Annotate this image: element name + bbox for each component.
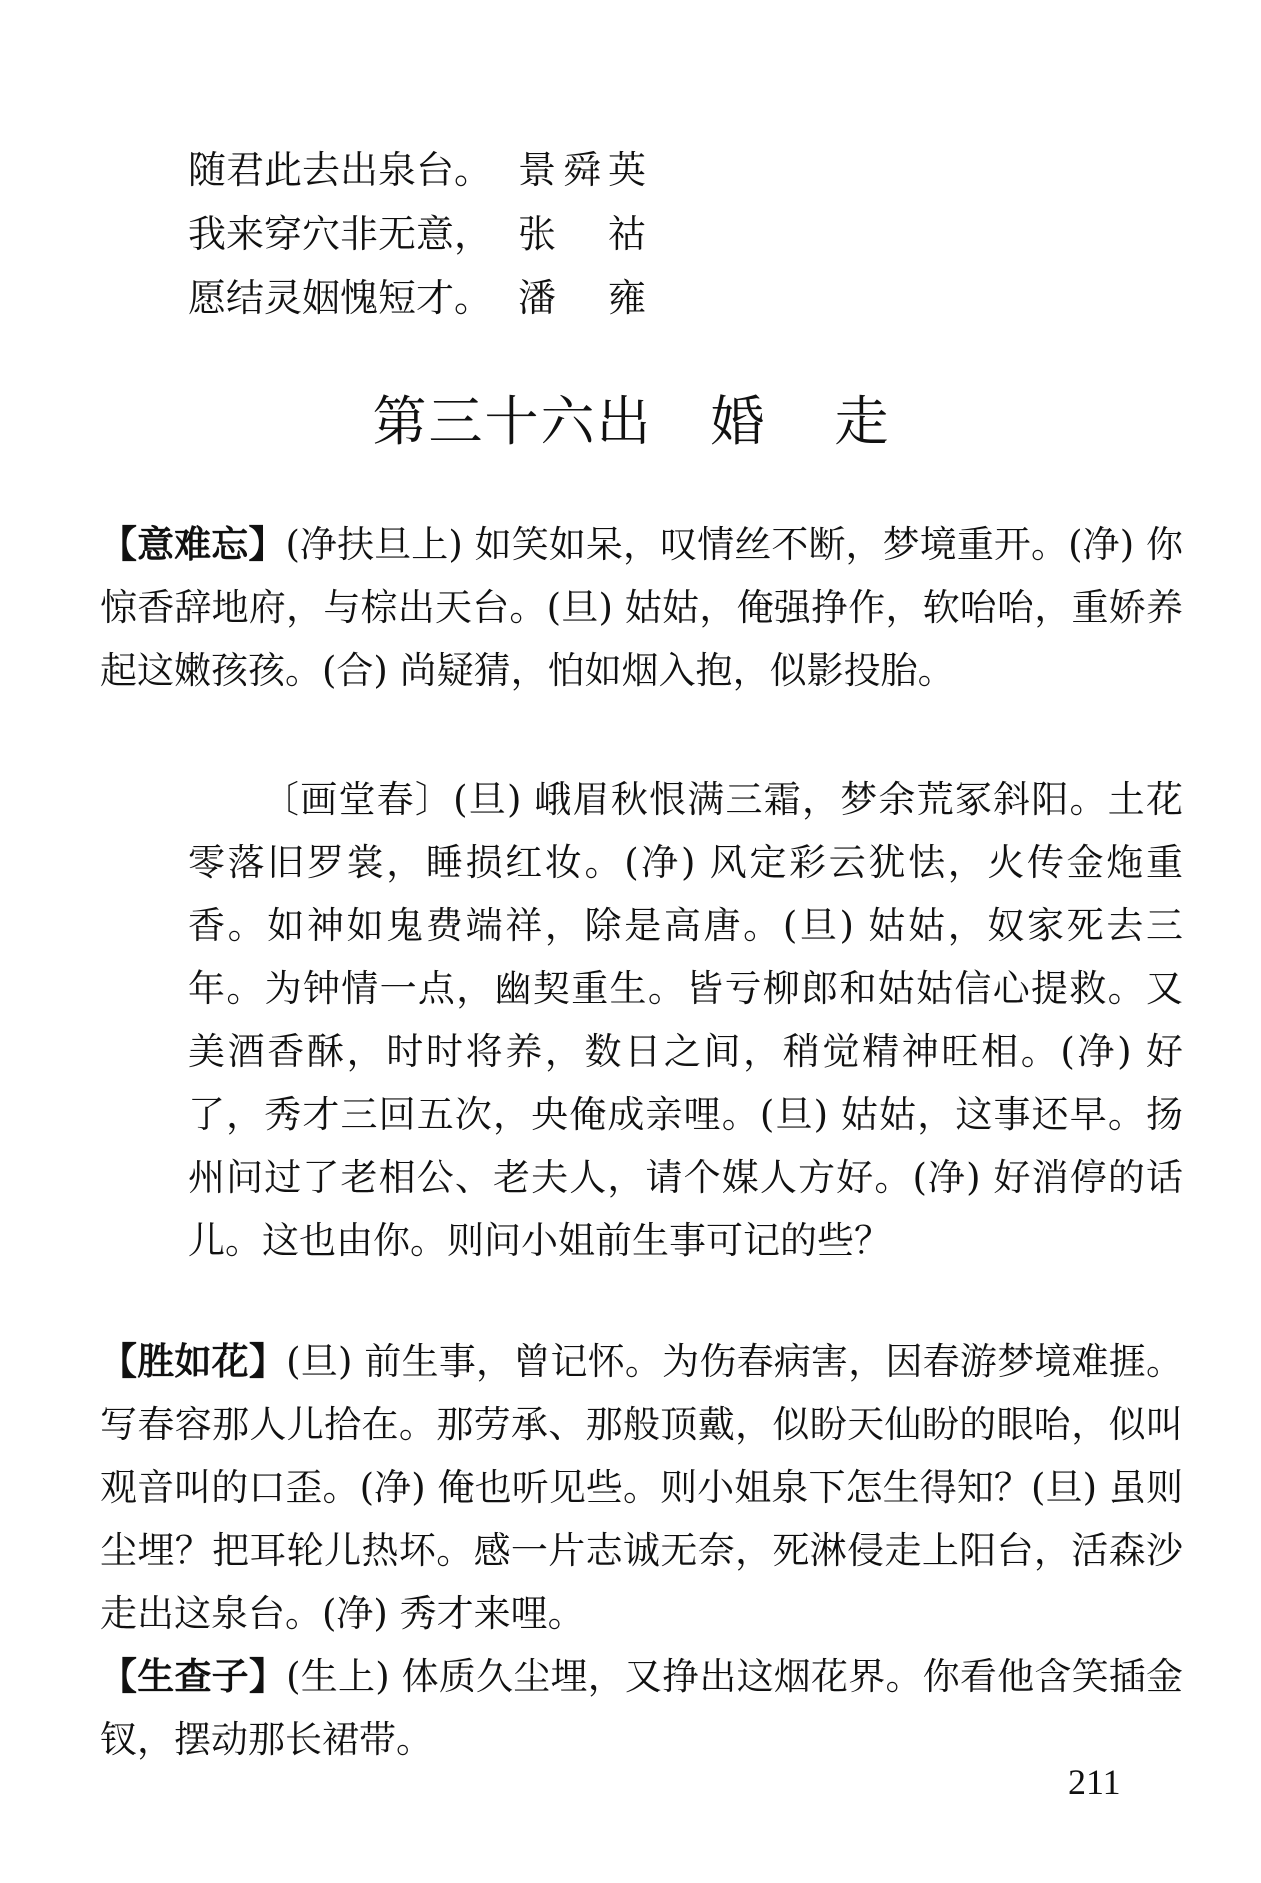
poem-line <box>188 202 646 266</box>
closing-poem <box>188 138 646 330</box>
page-number: 211 <box>1068 1762 1121 1802</box>
poem-verse: 愿结灵姻愧短才。 <box>188 276 493 320</box>
chapter-name: 婚走 <box>710 390 959 453</box>
paragraph-huatangchun <box>188 768 1183 1272</box>
paragraph-shengchazi <box>100 1645 1183 1771</box>
tune-label: 【意难忘】 <box>100 523 286 566</box>
paragraph-yinanwang <box>100 513 1183 702</box>
tune-label: 【胜如花】 <box>100 1340 287 1383</box>
poem-author: 潘雍 <box>518 276 646 320</box>
poem-author: 张祜 <box>518 212 646 256</box>
paragraph-text: 〔画堂春〕(旦) 峨眉秋恨满三霜，梦余荒冢斜阳。土花零落旧罗裳，睡损红妆。(净) 风定彩云犹怯，火传金炧重香。如神如鬼费端祥，除是高唐。(旦) 姑姑，奴家死去三年。为钟情一点，幽契重生。皆亏柳郎和姑姑信心提救。又美酒香酥，时时将养，数日之间，稍觉精神旺相。(净) 好了，秀才三回五次，央俺成亲哩。(旦) 姑姑，这事还早。扬州问过了老相公、老夫人，请个媒人方好。(净) 好消停的话儿。这也由你。则问小姐前生事可记的些？ <box>188 778 1183 1262</box>
chapter-title <box>0 390 1261 454</box>
poem-line <box>188 266 646 330</box>
poem-verse: 我来穿穴非无意， <box>188 212 493 256</box>
poem-author: 景舜英 <box>518 148 646 192</box>
chapter-number: 第三十六出 <box>372 390 653 453</box>
tune-label: 【生查子】 <box>100 1655 287 1698</box>
paragraph-shengruhua <box>100 1330 1183 1645</box>
paragraph-text: (生上) 体质久尘埋，又挣出这烟花界。你看他含笑插金钗，摆动那长裙带。 <box>100 1655 1184 1761</box>
paragraph-text: (净扶旦上) 如笑如呆，叹情丝不断，梦境重开。(净) 你惊香辞地府，与棕出天台。(旦) 姑姑，俺强挣作，软咍咍，重娇养起这嫩孩孩。(合) 尚疑猜，怕如烟入抱，似影投胎。 <box>100 523 1184 692</box>
paragraph-text: (旦) 前生事，曾记怀。为伤春病害，因春游梦境难捱。写春容那人儿拾在。那劳承、那般顶戴，似盼天仙盼的眼咍，似叫观音叫的口歪。(净) 俺也听见些。则小姐泉下怎生得知？(旦) 虽则尘埋？把耳轮儿热坏。感一片志诚无奈，死淋侵走上阳台，活森沙走出这泉台。(净) 秀才来哩。 <box>100 1340 1184 1635</box>
poem-line <box>188 138 646 202</box>
poem-verse: 随君此去出泉台。 <box>188 148 493 192</box>
